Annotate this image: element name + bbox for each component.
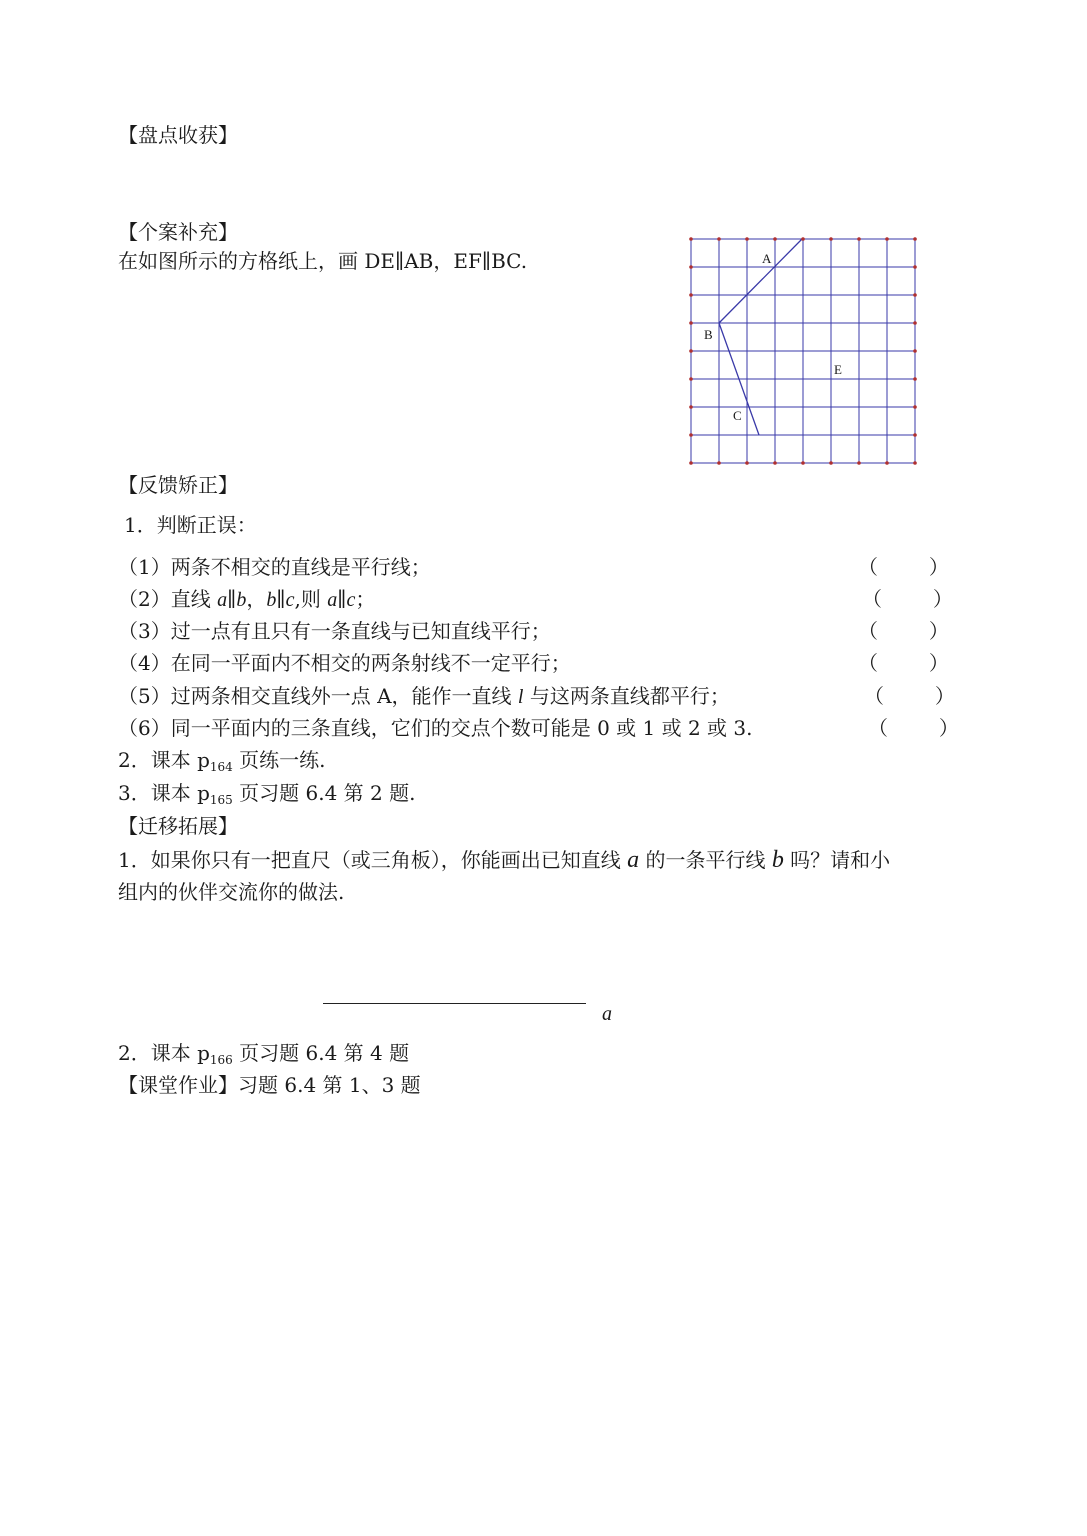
- grid-dot: [913, 377, 917, 381]
- grid-dot: [913, 237, 917, 241]
- grid-dot: [689, 237, 693, 241]
- grid-dot: [689, 265, 693, 269]
- grid-dot: [857, 461, 861, 465]
- grid-dot: [913, 321, 917, 325]
- judge-item-3: （3）过一点有且只有一条直线与已知直线平行；: [118, 619, 551, 643]
- grid-dot: [829, 237, 833, 241]
- grid-dot: [885, 461, 889, 465]
- grid-dot: [717, 237, 721, 241]
- section-homework: 【课堂作业】习题 6.4 第 1、3 题: [118, 1073, 421, 1097]
- grid-dot: [829, 461, 833, 465]
- grid-lines: [691, 239, 915, 463]
- segment-ab: [719, 238, 803, 323]
- extension-q1-line2: 组内的伙伴交流你的做法.: [118, 880, 345, 904]
- answer-paren-3[interactable]: （ ）: [858, 619, 949, 643]
- grid-dot: [857, 237, 861, 241]
- section-extension: 【迁移拓展】: [118, 814, 238, 838]
- supplement-text: 在如图所示的方格纸上，画 DE∥AB，EF∥BC.: [118, 249, 528, 273]
- grid-dot: [689, 405, 693, 409]
- judge-item-1: （1）两条不相交的直线是平行线；: [118, 555, 431, 579]
- grid-dot: [689, 321, 693, 325]
- grid-dot: [689, 349, 693, 353]
- grid-dot: [801, 237, 805, 241]
- extension-q2: 2．课本 $p_{166}$ 页习题 6.4 第 4 题: [118, 1041, 410, 1067]
- judge-item-4: （4）在同一平面内不相交的两条射线不一定平行；: [118, 651, 571, 675]
- grid-dot: [773, 461, 777, 465]
- given-line-a: [323, 1003, 586, 1004]
- grid-dot: [689, 377, 693, 381]
- exercise-3: 3．课本 $p_{165}$ 页习题 6.4 第 2 题.: [118, 781, 416, 807]
- grid-dot: [689, 433, 693, 437]
- extension-q1-line1: 1．如果你只有一把直尺（或三角板），你能画出已知直线 a 的一条平行线 b 吗？请和小: [118, 847, 891, 873]
- label-e: E: [834, 362, 842, 377]
- judge-item-2: （2）直线 a∥b，b∥c,则 a∥c；: [118, 587, 376, 611]
- label-b: B: [704, 327, 713, 342]
- grid-dot: [913, 349, 917, 353]
- grid-figure: [685, 235, 925, 471]
- grid-dot: [689, 461, 693, 465]
- grid-dot: [801, 461, 805, 465]
- section-feedback: 【反馈矫正】: [118, 473, 238, 497]
- answer-paren-4[interactable]: （ ）: [858, 651, 949, 675]
- answer-paren-2[interactable]: （ ）: [862, 587, 953, 611]
- grid-dot: [745, 461, 749, 465]
- answer-paren-6[interactable]: （ ）: [868, 716, 959, 740]
- grid-dot: [913, 265, 917, 269]
- judge-item-6: （6）同一平面内的三条直线，它们的交点个数可能是 0 或 1 或 2 或 3.: [118, 716, 753, 740]
- answer-paren-5[interactable]: （ ）: [864, 684, 955, 708]
- grid-dot: [913, 461, 917, 465]
- judge-title: 1．判断正误：: [124, 513, 257, 537]
- grid-dot: [913, 433, 917, 437]
- grid-dot: [717, 461, 721, 465]
- label-a: A: [762, 251, 772, 266]
- grid-dot: [689, 293, 693, 297]
- section-harvest: 【盘点收获】: [118, 123, 238, 147]
- grid-dot: [885, 237, 889, 241]
- label-c: C: [733, 408, 742, 423]
- answer-paren-1[interactable]: （ ）: [858, 555, 949, 579]
- section-supplement: 【个案补充】: [118, 220, 238, 244]
- exercise-2: 2．课本 $p_{164}$ 页练一练.: [118, 748, 326, 774]
- grid-dot: [745, 237, 749, 241]
- grid-dot: [773, 237, 777, 241]
- given-line-label: a: [602, 1003, 612, 1025]
- grid-dot: [913, 405, 917, 409]
- grid-dot: [913, 293, 917, 297]
- judge-item-5: （5）过两条相交直线外一点 A，能作一直线 l 与这两条直线都平行；: [118, 684, 730, 708]
